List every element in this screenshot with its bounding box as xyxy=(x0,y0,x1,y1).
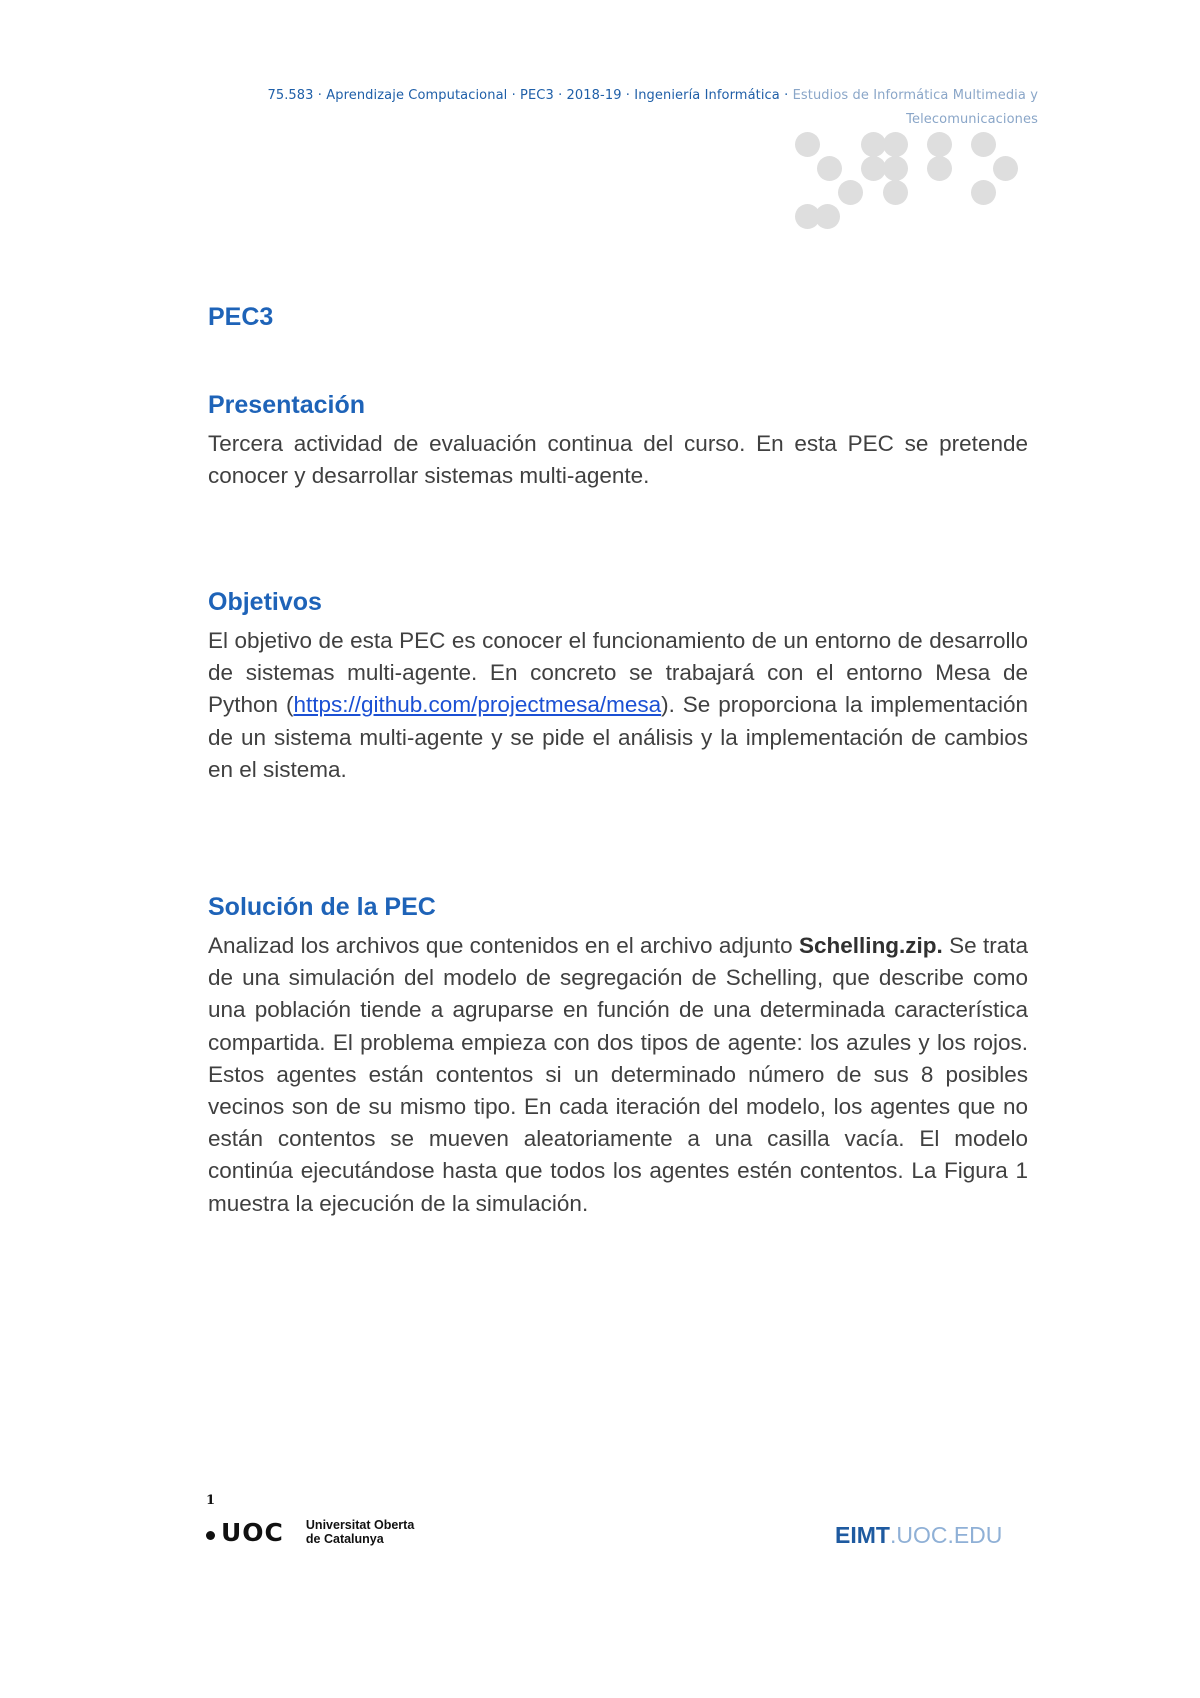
section-heading-presentacion: Presentación xyxy=(208,391,366,419)
section-heading-objetivos: Objetivos xyxy=(208,588,322,616)
document-body xyxy=(208,300,1029,1216)
decor-dot xyxy=(838,180,863,205)
section-objetivos xyxy=(208,585,1028,786)
uoc-logo-dot-icon xyxy=(206,1531,215,1540)
uoc-logo-mark xyxy=(206,1518,284,1547)
page-number: 1 xyxy=(206,1493,216,1508)
header-course-info: 75.583 · Aprendizaje Computacional · PEC3 · 2018-19 · Ingeniería Informática · xyxy=(267,88,793,103)
section-text-presentacion: Tercera actividad de evaluación continua del curso. En esta PEC se pretende conocer y desarrollar sistemas multi-agente. xyxy=(208,431,1028,489)
section-text-objetivos xyxy=(208,625,1028,786)
uoc-name-line-1: Universitat Oberta xyxy=(305,1518,415,1532)
uoc-name xyxy=(306,1518,414,1546)
solucion-text-start: Analizad los archivos que contenidos en el archivo adjunto xyxy=(208,933,800,958)
section-text-solucion xyxy=(208,930,1028,1220)
uoc-logo xyxy=(206,1514,414,1550)
decor-dot xyxy=(883,132,908,157)
decor-dot xyxy=(971,132,996,157)
decor-dot xyxy=(883,180,908,205)
decor-dot xyxy=(927,156,952,181)
section-solucion xyxy=(208,890,1028,1220)
eimt-logo xyxy=(835,1522,1002,1549)
decor-dot xyxy=(993,156,1018,181)
eimt-logo-bold: EIMT xyxy=(835,1522,890,1548)
page-header xyxy=(158,84,1038,132)
decor-dot xyxy=(971,180,996,205)
section-presentacion xyxy=(208,388,1028,492)
decorative-dots xyxy=(795,132,1035,232)
mesa-github-link[interactable]: https://github.com/projectmesa/mesa xyxy=(293,692,662,718)
attachment-filename: Schelling.zip. xyxy=(799,933,943,958)
objetivos-text-end: ). Se proporciona la implementación de un sistema multi-agente y se pide el análisis y la implementación de cambios en el sistema. xyxy=(208,692,1029,782)
uoc-name-line-2: de Catalunya xyxy=(305,1532,384,1546)
decor-dot xyxy=(817,156,842,181)
uoc-logo-word: UOC xyxy=(221,1517,284,1547)
header-line-2: Telecomunicaciones xyxy=(906,112,1038,127)
solucion-text-end: Se trata de una simulación del modelo de segregación de Schelling, que describe como una población tiende a agruparse en función de una determinada característica compartida. El problema empieza con dos tipos de agente: los azules y los rojos. Estos agentes están contentos si un determinado número de sus 8 posibles vecinos son de su mismo tipo. En cada iteración del modelo, los agentes que no están contentos se mueven aleatoriamente a una casilla vacía. El modelo continúa ejecutándose hasta que todos los agentes estén contentos. La Figura 1 muestra la ejecución de la simulación. xyxy=(208,933,1029,1216)
header-studies: Estudios de Informática Multimedia y xyxy=(792,88,1038,103)
eimt-logo-domain: .UOC.EDU xyxy=(889,1522,1003,1548)
header-line-1 xyxy=(158,84,1038,108)
objetivos-text-start: El objetivo de esta PEC es conocer el funcionamiento de un entorno de desarrollo de sistemas multi-agente. En concreto se trabajará con el entorno Mesa de Python ( xyxy=(208,628,1028,718)
decor-dot xyxy=(927,132,952,157)
document-title: PEC3 xyxy=(208,303,274,331)
decor-dot xyxy=(883,156,908,181)
section-heading-solucion: Solución de la PEC xyxy=(208,893,436,921)
decor-dot xyxy=(815,204,840,229)
decor-dot xyxy=(795,132,820,157)
